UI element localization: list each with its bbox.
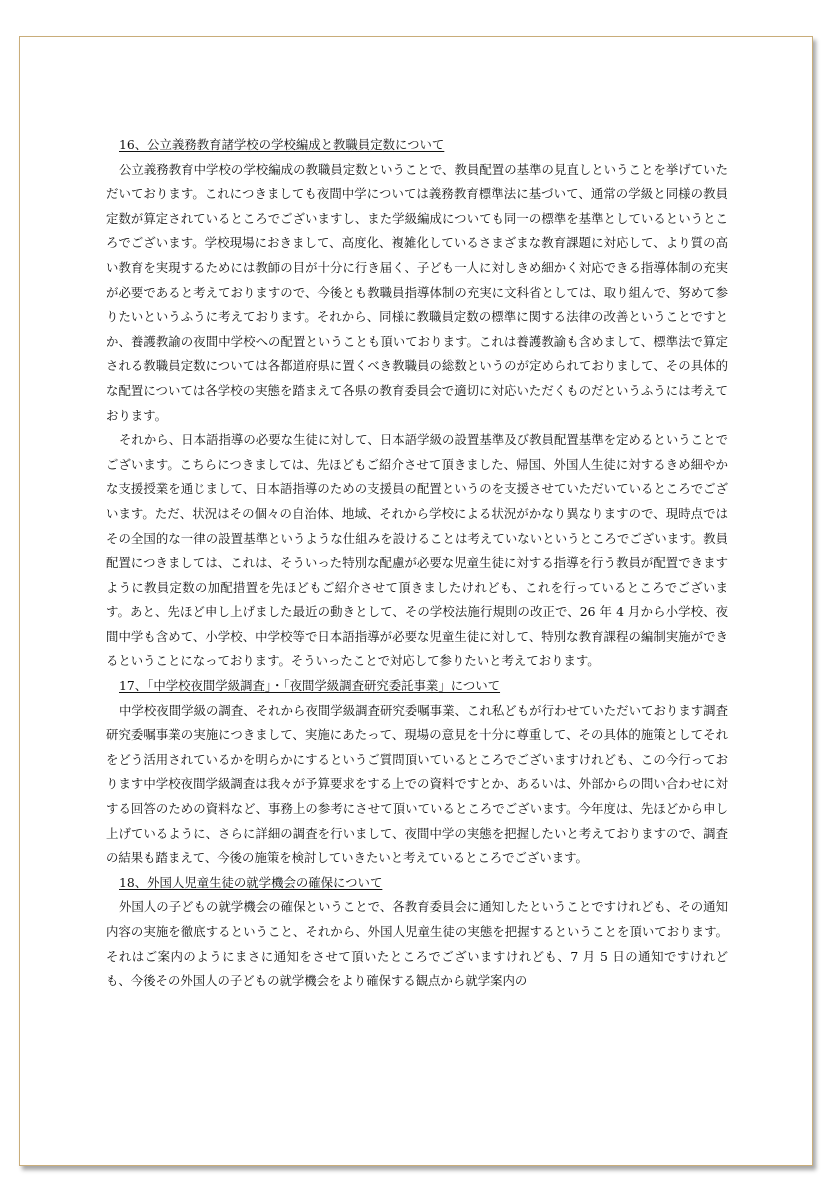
document-body <box>106 133 728 994</box>
section-heading: 16、公立義務教育諸学校の学校編成と教職員定数について <box>119 137 445 152</box>
paragraph: 中学校夜間学級の調査、それから夜間学級調査研究委嘱事業、これ私どもが行わせていただいております調査研究委嘱事業の実施につきまして、実施にあたって、現場の意見を十分に尊重して、その具体的施策としてそれをどう活用されているかを明らかにするというご質問頂いているところでございますけれども、この今行っております中学校夜間学級調査は我々が予算要求をする上での資料ですとか、あるいは、外部からの問い合わせに対する回答のための資料など、事務上の参考にさせて頂いているところでございます。今年度は、先ほどから申し上げているように、さらに詳細の調査を行いまして、夜間中学の実態を把握したいと考えておりますので、調査の結果も踏まえて、今後の施策を検討していきたいと考えているところでございます。 <box>106 702 728 866</box>
paragraph: 公立義務教育中学校の学校編成の教職員定数ということで、教員配置の基準の見直しということを挙げていただいております。これにつきましても夜間中学については義務教育標準法に基づいて、通常の学級と同様の教員定数が算定されているところでございますし、また学級編成についても同一の標準を基準としているというところでございます。学校現場におきまして、高度化、複雑化しているさまざまな教育課題に対応して、より質の高い教育を実現するためには教師の目が十分に行き届く、子ども一人に対しきめ細かく対応できる指導体制の充実が必要であると考えておりますので、今後とも教職員指導体制の充実に文科省としては、取り組んで、努めて参りたいというふうに考えております。それから、同様に教職員定数の標準に関する法律の改善ということですとか、養護教諭の夜間中学校への配置ということも頂いております。これは養護教諭も含めまして、標準法で算定される教職員定数については各都道府県に置くべき教職員の総数というのが定められておりまして、その具体的な配置については各学校の実態を踏まえて各県の教育委員会で適切に対応いただくものだというふうには考えております。 <box>106 161 728 423</box>
paragraph: それから、日本語指導の必要な生徒に対して、日本語学級の設置基準及び教員配置基準を定めるということでございます。こちらにつきましては、先ほどもご紹介させて頂きました、帰国、外国人生徒に対するきめ細やかな支援授業を通じまして、日本語指導のための支援員の配置というのを支援させていただいているところでございます。ただ、状況はその個々の自治体、地域、それから学校による状況がかなり異なりますので、現時点ではその全国的な一律の設置基準というような仕組みを設けることは考えていないというところでございます。教員配置につきましては、これは、そういった特別な配慮が必要な児童生徒に対する指導を行う教員が配置できますように教員定数の加配措置を先ほどもご紹介させて頂きましたけれども、これを行っているところでございます。あと、先ほど申し上げました最近の動きとして、その学校法施行規則の改正で、26 年 4 月から小学校、夜間中学も含めて、小学校、中学校等で日本語指導が必要な児童生徒に対して、特別な教育課程の編制実施ができるということになっております。そういったことで対応して参りたいと考えております。 <box>106 432 728 669</box>
paragraph: 外国人の子どもの就学機会の確保ということで、各教育委員会に通知したということですけれども、その通知内容の実施を徹底するということ、それから、外国人児童生徒の実態を把握するということを頂いております。それはご案内のようにまさに通知をさせて頂いたところでございますけれども、7 月 5 日の通知ですけれども、今後その外国人の子どもの就学機会をより確保する観点から就学案内の <box>106 899 728 989</box>
document-page <box>19 36 813 1166</box>
section-heading: 18、外国人児童生徒の就学機会の確保について <box>119 874 383 890</box>
section-heading: 17、「中学校夜間学級調査」・「夜間学級調査研究委託事業」について <box>119 678 501 694</box>
